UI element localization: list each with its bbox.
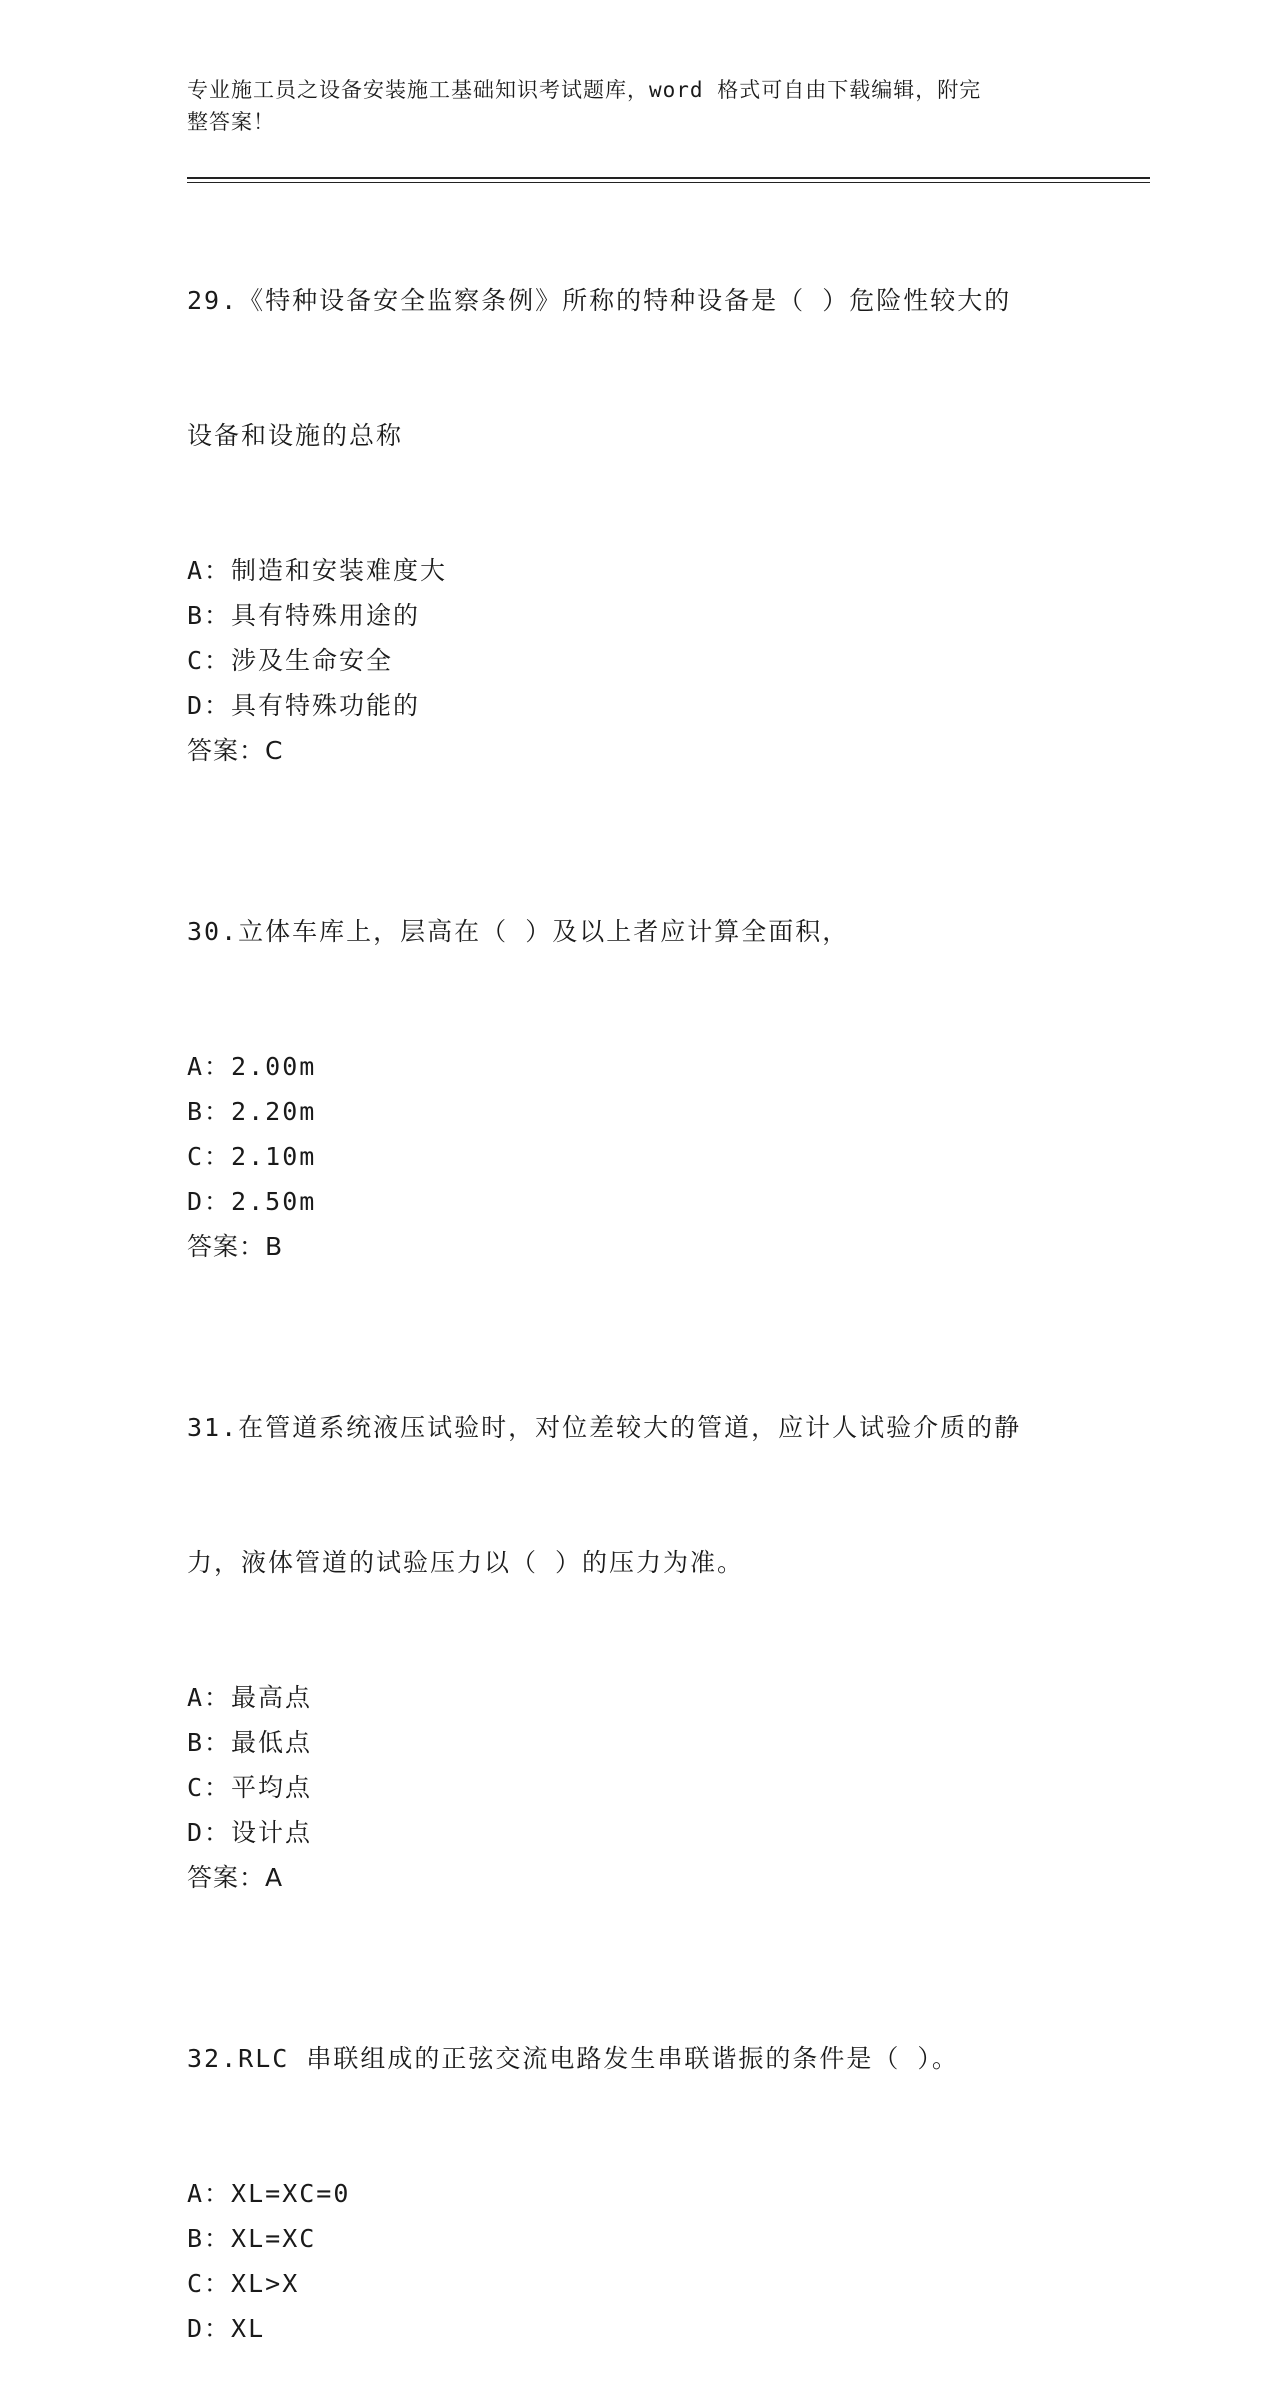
option-a: A：制造和安装难度大 [187,556,448,585]
option-c: C：平均点 [187,1773,313,1802]
answer-line: 答案：A [187,1863,284,1892]
question-stem-line-2: 设备和设施的总称 [187,421,404,450]
option-b: B：具有特殊用途的 [187,601,421,630]
question-31 [187,1315,1087,1900]
option-a: A：XL=XC=0 [187,2179,351,2208]
option-c: C：2.10m [187,1142,317,1171]
option-d: D：设计点 [187,1818,313,1847]
question-stem-line-1: 29.《特种设备安全监察条例》所称的特种设备是（ ）危险性较大的 [187,286,1012,315]
header-divider-thick [187,177,1150,179]
header-title-line-2: 整答案！ [187,110,275,134]
question-list [187,188,1087,2397]
question-stem [187,1315,1067,1675]
option-d: D：具有特殊功能的 [187,691,421,720]
header-title-line-1: 专业施工员之设备安装施工基础知识考试题库，word 格式可自由下载编辑，附完 [187,78,982,102]
question-stem-line-2: 力，液体管道的试验压力以（ ）的压力为准。 [187,1548,745,1577]
option-b: B：XL=XC [187,2224,317,2253]
question-stem-line-1: 30.立体车库上，层高在（ ）及以上者应计算全面积， [187,917,850,946]
question-stem [187,819,1067,1044]
header-divider-thin [187,182,1150,183]
option-d: D：2.50m [187,1187,317,1216]
option-b: B：最低点 [187,1728,313,1757]
answer-line: 答案：B [187,1232,284,1261]
option-a: A：最高点 [187,1683,313,1712]
question-stem-line-1: 32.RLC 串联组成的正弦交流电路发生串联谐振的条件是（ ）。 [187,2044,959,2073]
question-stem [187,188,1067,548]
document-header [187,74,1067,138]
question-32 [187,1946,1087,2351]
answer-line: 答案：C [187,736,284,765]
option-c: C：XL>X [187,2269,300,2298]
question-stem [187,1946,1067,2171]
question-29 [187,188,1087,773]
question-30 [187,819,1087,1269]
option-a: A：2.00m [187,1052,317,1081]
option-c: C：涉及生命安全 [187,646,394,675]
question-stem-line-1: 31.在管道系统液压试验时，对位差较大的管道，应计人试验介质的静 [187,1413,1022,1442]
option-d: D：XL [187,2314,266,2343]
option-b: B：2.20m [187,1097,317,1126]
